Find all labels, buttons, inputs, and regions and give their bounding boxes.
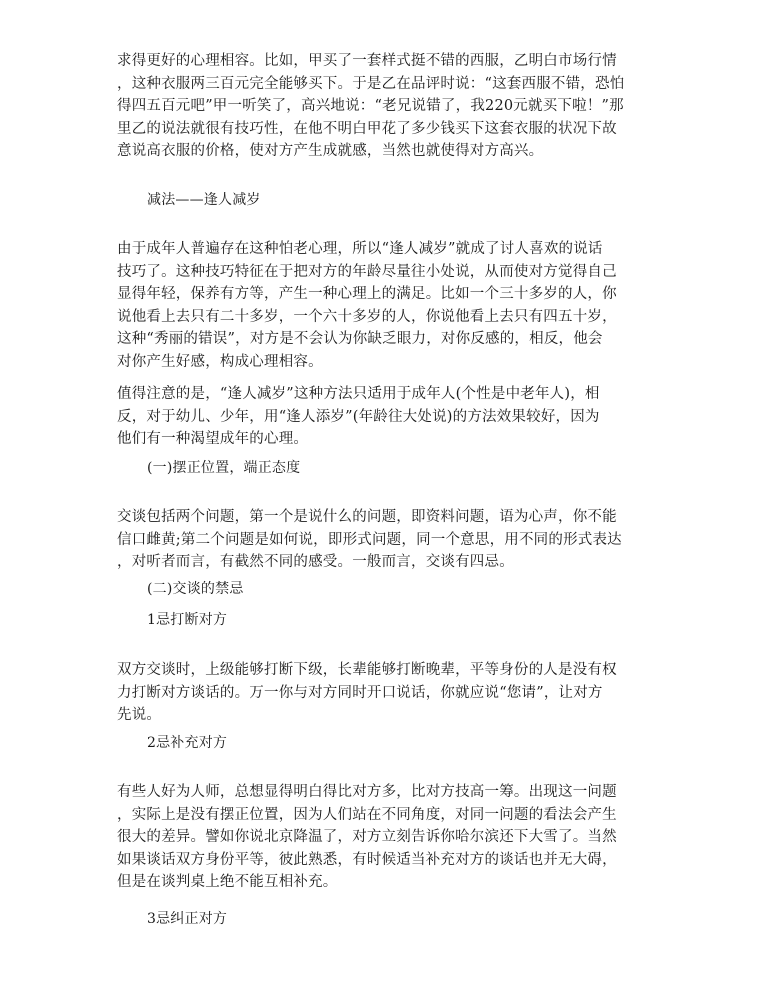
- text-line: 信口雌黄;第二个问题是如何说，即形式问题，同一个意思，用不同的形式表达: [117, 531, 622, 548]
- text-line: ，对听者而言，有截然不同的感受。一般而言，交谈有四忌。: [117, 554, 514, 570]
- paragraph-dress-example: [117, 50, 624, 163]
- text-line: 如果谈话双方身份平等，彼此熟悉，有时候适当补充对方的谈话也并无大碍，: [117, 851, 617, 868]
- section-heading-no-correcting: 3忌纠正对方: [147, 911, 228, 927]
- text-line: 有些人好为人师，总想显得明白得比对方多，比对方技高一筹。出现这一问题: [117, 784, 617, 800]
- text-line: ，这种衣服两三百元完全能够买下。于是乙在品评时说：“这套西服不错，恐怕: [117, 75, 625, 92]
- text-line: 由于成年人普遍存在这种怕老心理，所以“逢人减岁”就成了讨人喜欢的说话: [117, 241, 603, 257]
- text-line: 显得年轻，保养有方等，产生一种心理上的满足。比如一个三十多岁的人，你: [117, 286, 617, 302]
- section-heading-no-interrupting: 1忌打断对方: [147, 612, 228, 628]
- text-line: 他们有一种渴望成年的心理。: [117, 431, 309, 447]
- text-line: 值得注意的是，“逢人减岁”这种方法只适用于成年人(个性是中老年人)，相: [117, 386, 600, 402]
- paragraph-interrupting: [117, 659, 617, 727]
- paragraph-supplementing: [117, 781, 617, 894]
- text-line: 很大的差异。譬如你说北京降温了，对方立刻告诉你哈尔滨还下大雪了。当然: [117, 829, 617, 845]
- text-line: 先说。: [117, 707, 162, 723]
- text-line: 技巧了。这种技巧特征在于把对方的年龄尽量往小处说，从而使对方觉得自己: [117, 263, 617, 280]
- text-line: 说他看上去只有二十多岁，一个六十多岁的人，你说他看上去只有四五十岁，: [117, 308, 617, 325]
- text-line: 得四五百元吧”甲一听笑了，高兴地说：“老兄说错了，我220元就买下啦！”那: [117, 98, 624, 114]
- section-heading-taboos: (二)交谈的禁忌: [147, 581, 244, 597]
- text-line: 求得更好的心理相容。比如，甲买了一套样式挺不错的西服，乙明白市场行情: [117, 53, 617, 69]
- text-line: ，实际上是没有摆正位置，因为人们站在不同角度，对同一问题的看法会产生: [117, 806, 617, 823]
- text-line: 对你产生好感，构成心理相容。: [117, 353, 323, 370]
- text-line: 但是在谈判桌上绝不能互相补充。: [117, 874, 338, 890]
- text-line: 反，对于幼儿、少年，用“逢人添岁”(年龄往大处说)的方法效果较好，因为: [117, 408, 600, 425]
- text-line: 双方交谈时，上级能够打断下级，长辈能够打断晚辈，平等身份的人是没有权: [117, 662, 617, 678]
- section-heading-position-attitude: (一)摆正位置，端正态度: [147, 460, 301, 476]
- text-line: 力打断对方谈话的。万一你与对方同时开口说话，你就应说“您请”，让对方: [117, 684, 603, 701]
- text-line: 这种“秀丽的错误”，对方是不会认为你缺乏眼力，对你反感的，相反，他会: [117, 331, 603, 347]
- text-line: 里乙的说法就很有技巧性，在他不明白甲花了多少钱买下这套衣服的状况下故: [117, 120, 617, 137]
- text-line: 交谈包括两个问题，第一个是说什么的问题，即资料问题，语为心声，你不能: [117, 509, 617, 525]
- paragraph-note-on-age: [117, 383, 600, 451]
- text-line: 意说高衣服的价格，使对方产生成就感，当然也就使得对方高兴。: [117, 143, 544, 159]
- paragraph-fear-of-aging: [117, 238, 617, 373]
- paragraph-two-questions: [117, 506, 622, 574]
- section-heading-no-supplementing: 2忌补充对方: [147, 735, 228, 751]
- section-heading-subtract-age: 减法——逢人减岁: [147, 192, 261, 208]
